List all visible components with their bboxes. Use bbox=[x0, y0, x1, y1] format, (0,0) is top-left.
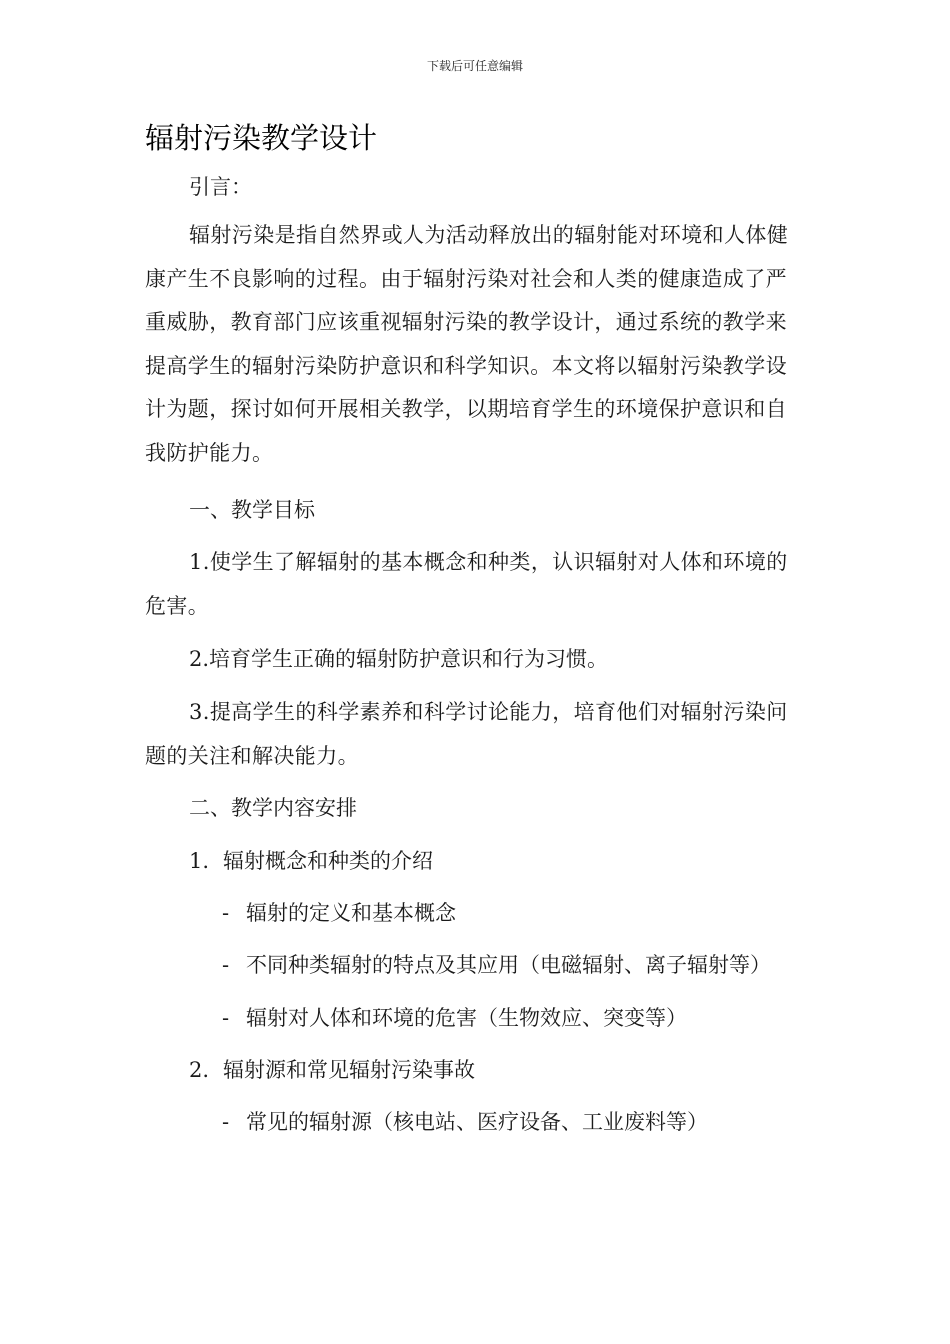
page-header-note: 下载后可任意编辑 bbox=[426, 59, 523, 73]
content-item bbox=[189, 840, 433, 884]
section2-heading: 二、教学内容安排 bbox=[189, 796, 357, 820]
subitem-dash: - bbox=[222, 1110, 230, 1134]
goal-item: 1.使学生了解辐射的基本概念和种类，认识辐射对人体和环境的危害。 bbox=[145, 550, 788, 618]
goal-item: 3.提高学生的科学素养和科学讨论能力，培育他们对辐射污染问题的关注和解决能力。 bbox=[145, 700, 788, 768]
subitem-text: 不同种类辐射的特点及其应用（电磁辐射、离子辐射等） bbox=[246, 953, 771, 977]
content-item-label: 辐射源和常见辐射污染事故 bbox=[223, 1058, 475, 1082]
content-subitem bbox=[222, 997, 687, 1041]
document-title: 辐射污染教学设计 bbox=[145, 121, 378, 155]
intro-label: 引言： bbox=[189, 175, 252, 199]
subitem-text: 辐射的定义和基本概念 bbox=[246, 901, 456, 925]
content-item-label: 辐射概念和种类的介绍 bbox=[223, 849, 433, 873]
subitem-dash: - bbox=[222, 901, 230, 925]
content-item-number: 2. bbox=[189, 1058, 210, 1082]
content-subitem bbox=[222, 1101, 708, 1145]
subitem-dash: - bbox=[222, 953, 230, 977]
content-subitem bbox=[222, 944, 771, 988]
subitem-dash: - bbox=[222, 1006, 230, 1030]
subitem-text: 辐射对人体和环境的危害（生物效应、突变等） bbox=[246, 1006, 687, 1030]
subitem-text: 常见的辐射源（核电站、医疗设备、工业废料等） bbox=[246, 1110, 708, 1134]
intro-paragraph: 辐射污染是指自然界或人为活动释放出的辐射能对环境和人体健康产生不良影响的过程。由于辐射污染对社会和人类的健康造成了严重威胁，教育部门应该重视辐射污染的教学设计，通过系统的教学来提高学生的辐射污染防护意识和科学知识。本文将以辐射污染教学设计为题，探讨如何开展相关教学，以期培育学生的环境保护意识和自我防护能力。 bbox=[145, 223, 789, 465]
content-item bbox=[189, 1049, 475, 1093]
content-subitem bbox=[222, 892, 456, 936]
section1-heading: 一、教学目标 bbox=[189, 498, 315, 522]
goal-item: 2.培育学生正确的辐射防护意识和行为习惯。 bbox=[189, 647, 609, 671]
content-item-number: 1. bbox=[189, 849, 210, 873]
